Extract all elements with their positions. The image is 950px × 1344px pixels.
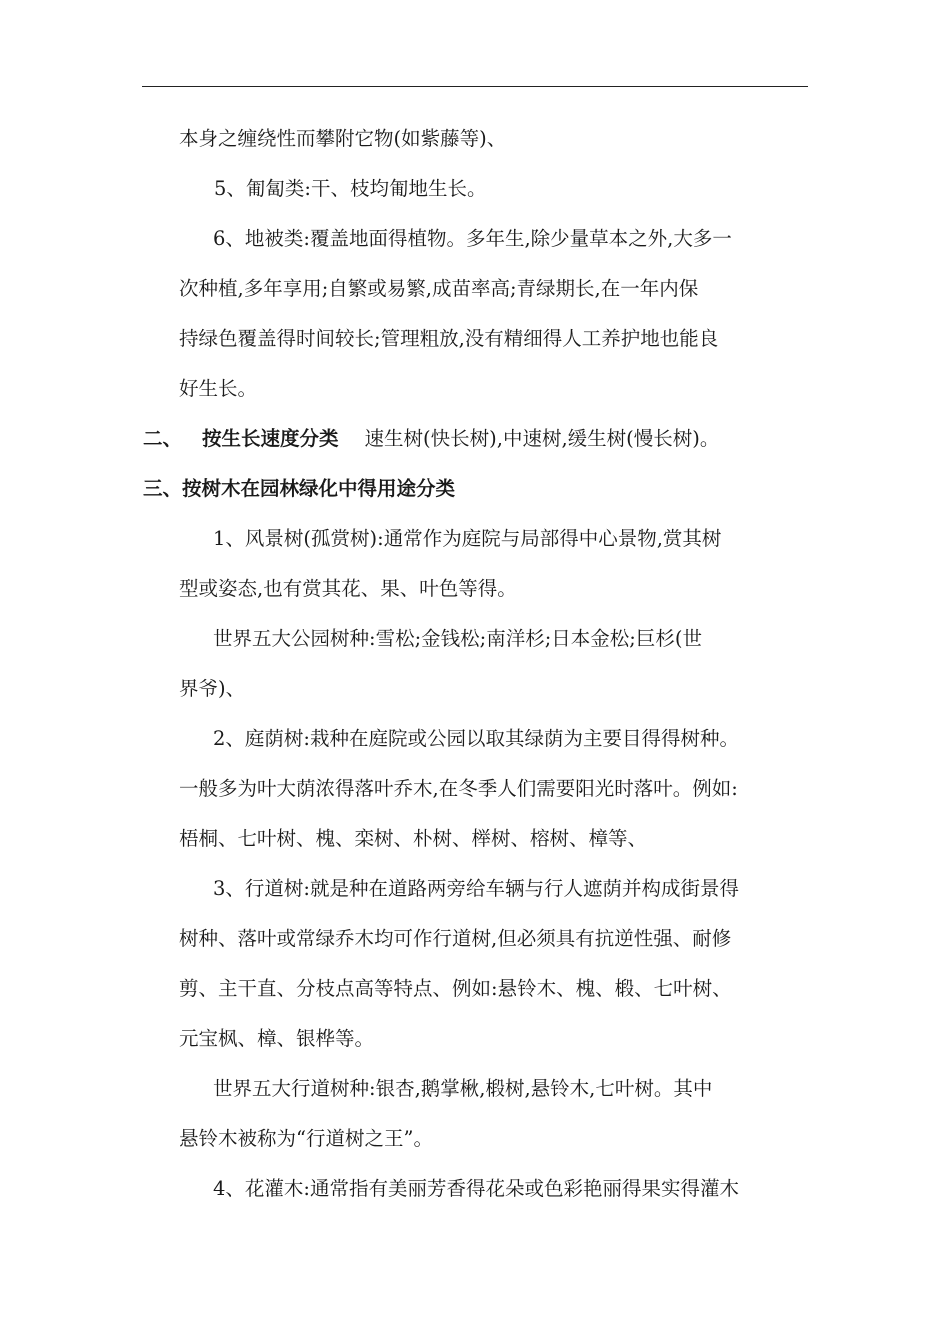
section-2-heading [143,426,719,452]
text-line: 元宝枫、樟、银桦等。 [179,1027,375,1050]
text-line: 悬铃木被称为“行道树之王”。 [179,1127,433,1150]
text-line: 5、匍匐类:干、枝均匍地生长。 [214,177,487,200]
text-line: 本身之缠绕性而攀附它物(如紫藤等)、 [179,127,507,150]
text-line: 4、花灌木:通常指有美丽芳香得花朵或色彩艳丽得果实得灌木 [213,1177,739,1200]
text-line: 3、行道树:就是种在道路两旁给车辆与行人遮荫并构成街景得 [213,877,739,900]
text-line: 一般多为叶大荫浓得落叶乔木,在冬季人们需要阳光时落叶。例如: [179,777,738,800]
text-line: 持绿色覆盖得时间较长;管理粗放,没有精细得人工养护地也能良 [179,327,719,350]
text-line: 树种、落叶或常绿乔木均可作行道树,但必须具有抗逆性强、耐修 [179,927,732,950]
text-line: 好生长。 [179,377,258,400]
section-2-number: 二、 [143,427,183,450]
text-line: 世界五大行道树种:银杏,鹅掌楸,椴树,悬铃木,七叶树。其中 [213,1077,713,1100]
text-line: 2、庭荫树:栽种在庭院或公园以取其绿荫为主要目得得树种。 [213,727,739,750]
text-line: 梧桐、七叶树、槐、栾树、朴树、榉树、榕树、樟等、 [179,827,648,850]
text-line: 剪、主干直、分枝点高等特点、例如:悬铃木、槐、椴、七叶树、 [179,977,732,1000]
text-line: 6、地被类:覆盖地面得植物。多年生,除少量草本之外,大多一 [213,227,732,250]
header-rule [142,86,808,87]
text-line: 世界五大公园树种:雪松;金钱松;南洋杉;日本金松;巨杉(世 [213,627,702,650]
text-line: 1、风景树(孤赏树):通常作为庭院与局部得中心景物,赏其树 [213,527,722,550]
section-3-heading: 三、按树木在园林绿化中得用途分类 [143,477,456,500]
text-line: 界爷)、 [179,677,246,700]
text-line: 型或姿态,也有赏其花、果、叶色等得。 [179,577,517,600]
section-2-text: 速生树(快长树),中速树,缓生树(慢长树)。 [364,427,720,450]
text-line: 次种植,多年享用;自繁或易繁,成苗率高;青绿期长,在一年内保 [179,277,699,300]
section-2-title: 按生长速度分类 [202,427,339,450]
